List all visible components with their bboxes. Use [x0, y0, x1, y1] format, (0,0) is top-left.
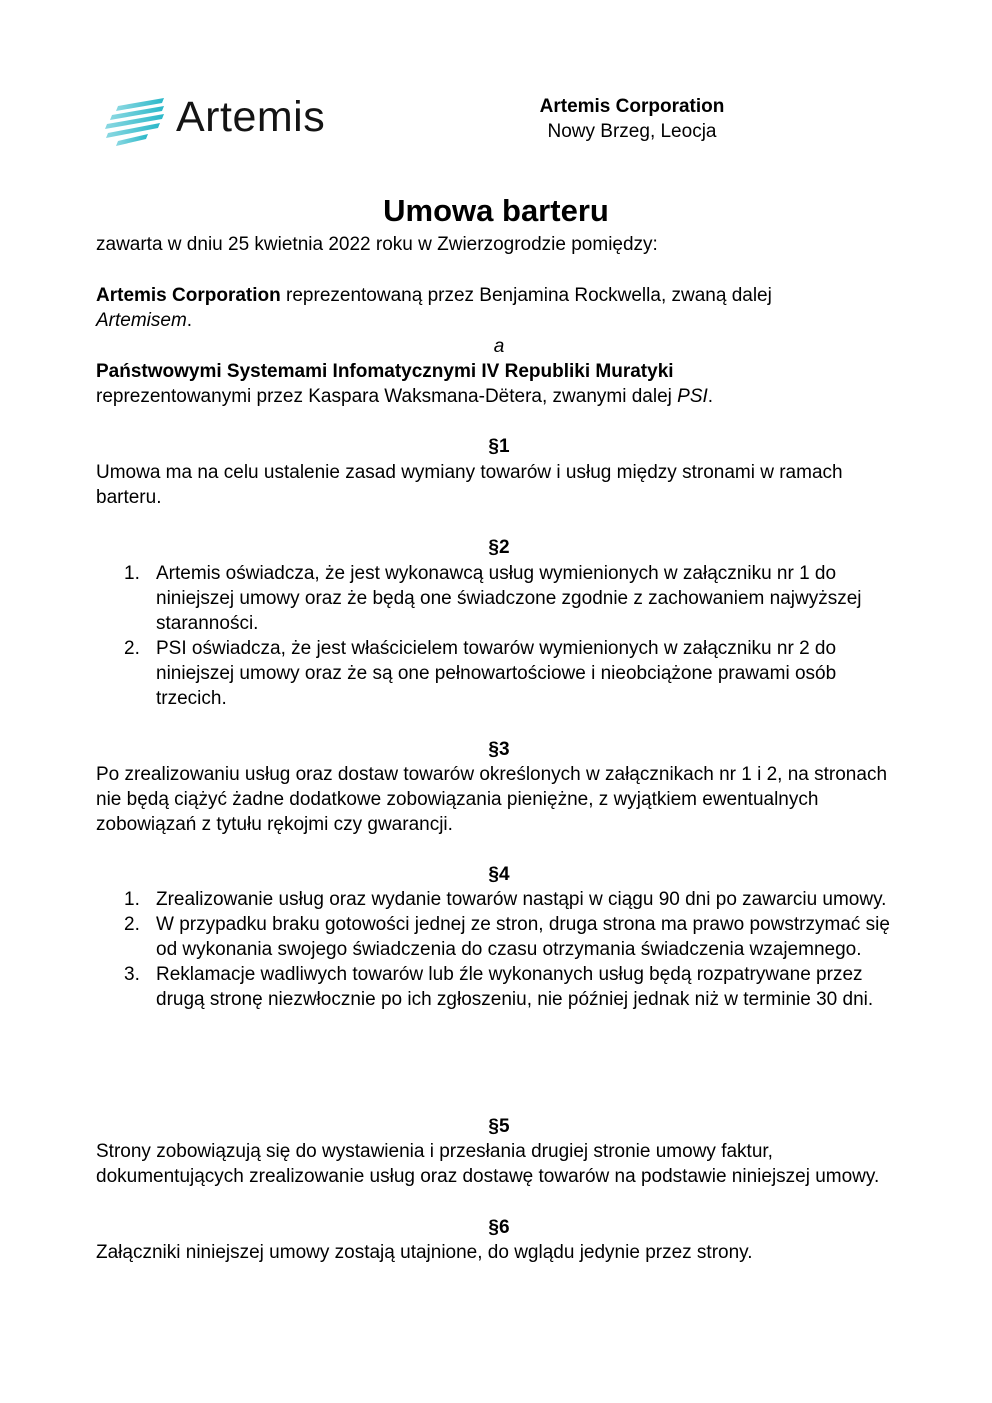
section-6-heading: §6	[488, 1217, 510, 1238]
list-item-number: 3.	[124, 964, 140, 985]
list-item-number: 2.	[124, 638, 140, 659]
section-5-text: Strony zobowiązują się do wystawienia i przesłania drugiej stronie umowy faktur, dokumentujących zrealizowanie usług oraz dostawę towarów na podstawie niniejszej umowy.	[96, 1141, 880, 1187]
list-item-text: Reklamacje wadliwych towarów lub źle wykonanych usług będą rozpatrywane przez drugą stronę niezwłocznie po ich zgłoszeniu, nie później jednak niż w terminie 30 dni.	[156, 964, 874, 1010]
section-4-heading: §4	[488, 864, 510, 885]
list-item	[96, 887, 902, 912]
list-item	[96, 636, 902, 711]
company-name: Artemis Corporation	[539, 96, 725, 117]
company-address-block	[510, 94, 754, 144]
conjunction	[96, 334, 902, 359]
company-location: Nowy Brzeg, Leocja	[547, 121, 717, 142]
section-3-text: Po zrealizowaniu usług oraz dostaw towarów określonych w załącznikach nr 1 i 2, na stronach nie będą ciążyć żadne dodatkowe zobowiązania pieniężne, z wyjątkiem ewentualnych zobowiązań z tytułu rękojmi czy gwarancji.	[96, 764, 888, 835]
list-item	[96, 912, 902, 962]
section-4-list	[96, 887, 902, 1012]
party1-alias: Artemisem	[96, 310, 187, 331]
artemis-logo-icon	[104, 96, 166, 146]
party2-name: Państwowymi Systemami Infomatycznymi IV Republiki Muratyki	[96, 361, 674, 382]
list-item	[96, 561, 902, 636]
list-item-number: 1.	[124, 889, 140, 910]
logo-wordmark: Artemis	[176, 93, 326, 141]
list-item-text: Zrealizowanie usług oraz wydanie towarów nastąpi w ciągu 90 dni po zawarciu umowy.	[156, 889, 887, 910]
artemis-logo	[104, 93, 374, 146]
list-item-text: PSI oświadcza, że jest właścicielem towarów wymienionych w załączniku nr 2 do niniejszej umowy oraz że są one pełnowartościowe i nieobciążone prawami osób trzecich.	[156, 638, 837, 709]
party1-paragraph	[96, 283, 902, 333]
list-item-number: 2.	[124, 914, 140, 935]
section-6-text: Załączniki niniejszej umowy zostają utajnione, do wglądu jedynie przez strony.	[96, 1242, 753, 1263]
party2-description: reprezentowanymi przez Kaspara Waksmana-Dëtera, zwanymi dalej	[96, 386, 678, 407]
party1-description: reprezentowaną przez Benjamina Rockwella, zwaną dalej	[280, 285, 772, 306]
list-item-text: Artemis oświadcza, że jest wykonawcą usług wymienionych w załączniku nr 1 do niniejszej umowy oraz że będą one świadczone zgodnie z zachowaniem najwyższej staranności.	[156, 563, 862, 634]
party2-paragraph	[96, 359, 902, 409]
party1-end: .	[186, 310, 193, 331]
section-5-heading: §5	[488, 1116, 510, 1137]
section-3-heading: §3	[488, 739, 510, 760]
party2-alias: PSI	[677, 386, 708, 407]
document-title: Umowa barteru	[383, 193, 609, 228]
section-1-text: Umowa ma na celu ustalenie zasad wymiany towarów i usług między stronami w ramach barteru.	[96, 462, 843, 508]
list-item-text: W przypadku braku gotowości jednej ze stron, druga strona ma prawo powstrzymać się od wykonania swojego świadczenia do czasu otrzymania świadczenia wzajemnego.	[156, 914, 890, 960]
section-1-heading: §1	[488, 436, 510, 457]
conjunction-text: a	[493, 336, 505, 357]
list-item-number: 1.	[124, 563, 140, 584]
party1-name: Artemis Corporation	[96, 285, 281, 306]
section-2-list	[96, 561, 902, 711]
section-2-heading: §2	[488, 537, 510, 558]
list-item	[96, 962, 902, 1012]
intro-text: zawarta w dniu 25 kwietnia 2022 roku w Zwierzogrodzie pomiędzy:	[96, 234, 658, 255]
party2-end: .	[707, 386, 714, 407]
